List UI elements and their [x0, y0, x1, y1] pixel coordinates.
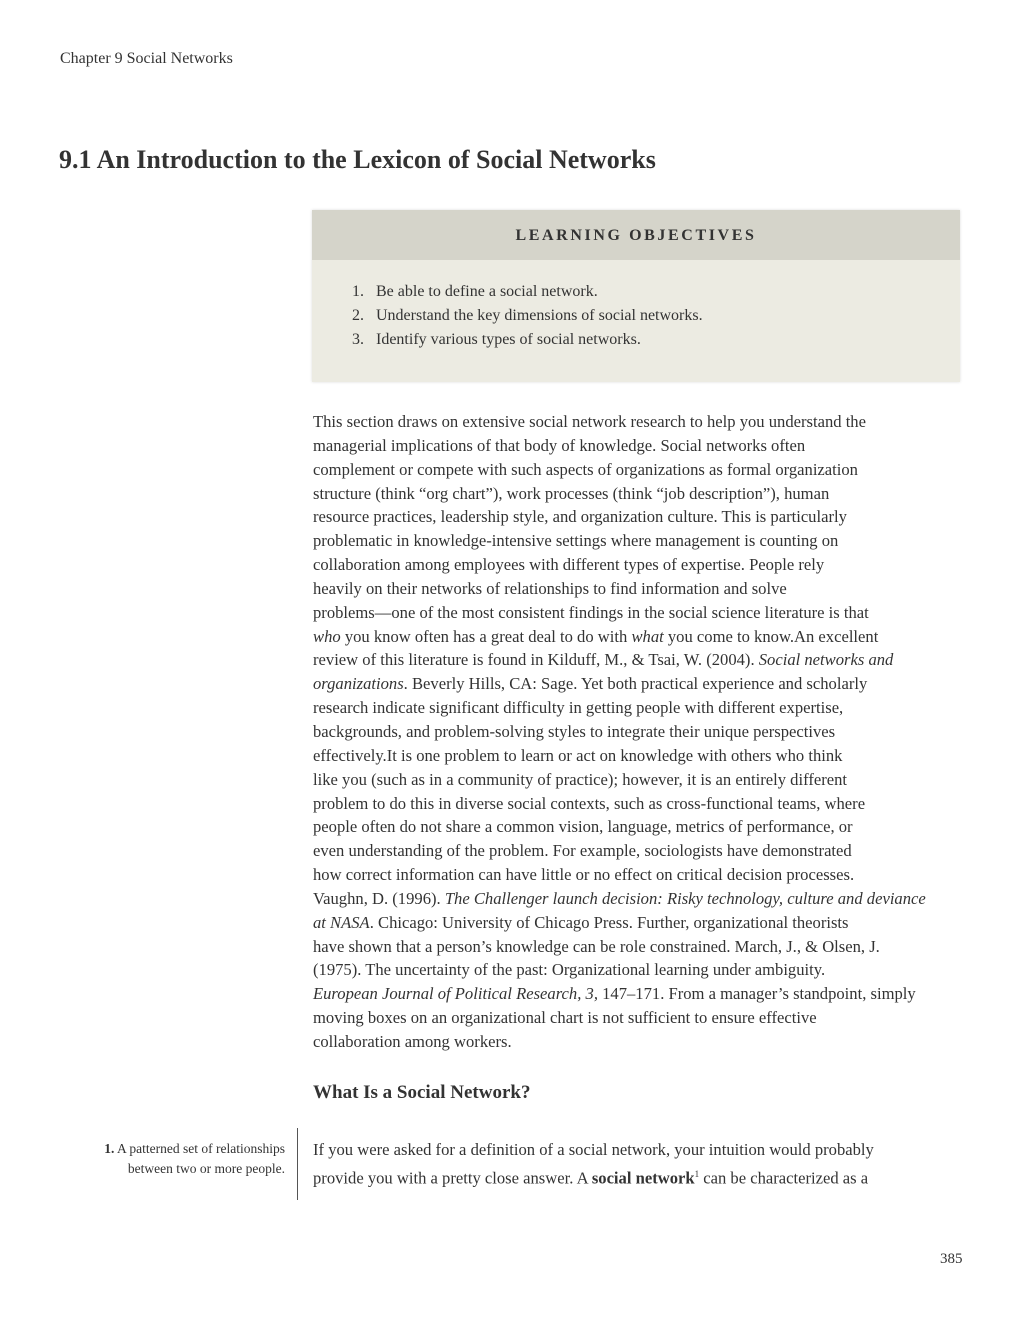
body-line	[313, 887, 926, 911]
body-line	[313, 529, 926, 553]
objective-item: 2. Understand the key dimensions of social networks.	[368, 304, 960, 328]
running-header: Chapter 9 Social Networks	[60, 50, 233, 67]
section-title: 9.1 An Introduction to the Lexicon of Social Networks	[59, 145, 656, 174]
body-text: managerial implications of that body of knowledge. Social networks often	[313, 435, 806, 455]
body-text: you know often has a great deal to do with	[340, 626, 632, 646]
body-line	[313, 958, 926, 982]
body-line	[313, 505, 926, 529]
body-text: collaboration among workers.	[313, 1031, 512, 1051]
italic-text: what	[631, 626, 664, 646]
body-text: resource practices, leadership style, and organization culture. This is particularly	[313, 507, 847, 527]
body-line	[313, 815, 926, 839]
body-line	[313, 744, 926, 768]
body-line	[313, 458, 926, 482]
paragraph-text: can be characterized as a	[699, 1168, 869, 1188]
body-line	[313, 696, 926, 720]
italic-text: at NASA	[313, 912, 370, 932]
body-text: 147–171. From a manager’s standpoint, simply	[597, 984, 916, 1004]
body-text: even understanding of the problem. For example, sociologists have demonstrated	[313, 841, 852, 861]
body-text: Vaughn, D. (1996).	[313, 888, 445, 908]
body-text: like you (such as in a community of practice); however, it is an entirely different	[313, 769, 848, 789]
body-text: moving boxes on an organizational chart is not sufficient to ensure effective	[313, 1008, 817, 1028]
margin-note-number: 1.	[104, 1141, 115, 1156]
body-line	[313, 410, 926, 434]
body-line	[313, 720, 926, 744]
footnote-marker[interactable]: 1	[694, 1169, 700, 1179]
body-line	[313, 839, 926, 863]
body-text: you come to know.An excellent	[663, 626, 879, 646]
margin-note	[40, 1139, 285, 1179]
body-line	[313, 1030, 926, 1054]
body-line	[313, 625, 926, 649]
objectives-list	[312, 260, 960, 352]
margin-divider	[297, 1128, 298, 1200]
body-line	[313, 482, 926, 506]
body-line	[313, 648, 926, 672]
body-text: backgrounds, and problem-solving styles to integrate their unique perspectives	[313, 721, 836, 741]
body-text: research indicate significant difficulty in getting people with different expertise,	[313, 698, 844, 718]
body-text: This section draws on extensive social network research to help you understand the	[313, 412, 866, 431]
body-line	[313, 911, 926, 935]
body-line	[313, 434, 926, 458]
page-number: 385	[940, 1251, 963, 1267]
body-line	[313, 768, 926, 792]
body-text: have shown that a person’s knowledge can be role constrained. March, J., & Olsen, J.	[313, 936, 880, 956]
margin-note-text: between two or more people.	[127, 1161, 285, 1176]
body-line	[313, 601, 926, 625]
subheading: What Is a Social Network?	[313, 1082, 531, 1103]
italic-text: who	[313, 626, 341, 646]
body-line	[313, 792, 926, 816]
learning-objectives-heading: LEARNING OBJECTIVES	[312, 210, 960, 260]
body-line	[313, 553, 926, 577]
italic-text: Social networks and	[758, 650, 894, 670]
body-line	[313, 672, 926, 696]
body-text: problems—one of the most consistent findings in the social science literature is that	[313, 602, 869, 622]
body-paragraph	[313, 410, 926, 1054]
body-line	[313, 935, 926, 959]
body-text: people often do not share a common vision, language, metrics of performance, or	[313, 817, 853, 837]
body-text: (1975). The uncertainty of the past: Organizational learning under ambiguity.	[313, 960, 826, 980]
body-line	[313, 863, 926, 887]
body-text: problematic in knowledge-intensive settings where management is counting on	[313, 531, 839, 551]
body-line	[313, 982, 926, 1006]
italic-text: European Journal of Political Research, 3,	[313, 984, 598, 1004]
paragraph-line: If you were asked for a definition of a social network, your intuition would probably	[313, 1140, 874, 1159]
italic-text: organizations	[313, 674, 404, 694]
body-text: . Chicago: University of Chicago Press. Further, organizational theorists	[369, 912, 849, 932]
body-text: effectively.It is one problem to learn or act on knowledge with others who think	[313, 745, 843, 765]
body-text: how correct information can have little or no effect on critical decision processes.	[313, 865, 855, 885]
margin-note-text: A patterned set of relationships	[117, 1141, 285, 1156]
body-line	[313, 577, 926, 601]
paragraph-text: provide you with a pretty close answer. A	[313, 1168, 592, 1188]
body-text: heavily on their networks of relationships to find information and solve	[313, 578, 787, 598]
body-text: structure (think “org chart”), work processes (think “job description”), human	[313, 483, 830, 503]
definition-paragraph	[313, 1138, 874, 1191]
body-text: review of this literature is found in Kilduff, M., & Tsai, W. (2004).	[313, 650, 759, 670]
body-text: . Beverly Hills, CA: Sage. Yet both practical experience and scholarly	[403, 674, 868, 694]
objective-item: 3. Identify various types of social networks.	[368, 328, 960, 352]
key-term: social network	[591, 1168, 695, 1188]
body-line	[313, 1006, 926, 1030]
body-text: collaboration among employees with different types of expertise. People rely	[313, 555, 825, 575]
objective-item: 1. Be able to define a social network.	[368, 280, 960, 304]
italic-text: The Challenger launch decision: Risky technology, culture and deviance	[444, 888, 926, 908]
body-text: complement or compete with such aspects of organizations as formal organization	[313, 459, 858, 479]
body-text: problem to do this in diverse social contexts, such as cross-functional teams, where	[313, 793, 866, 813]
learning-objectives-box	[312, 210, 960, 382]
